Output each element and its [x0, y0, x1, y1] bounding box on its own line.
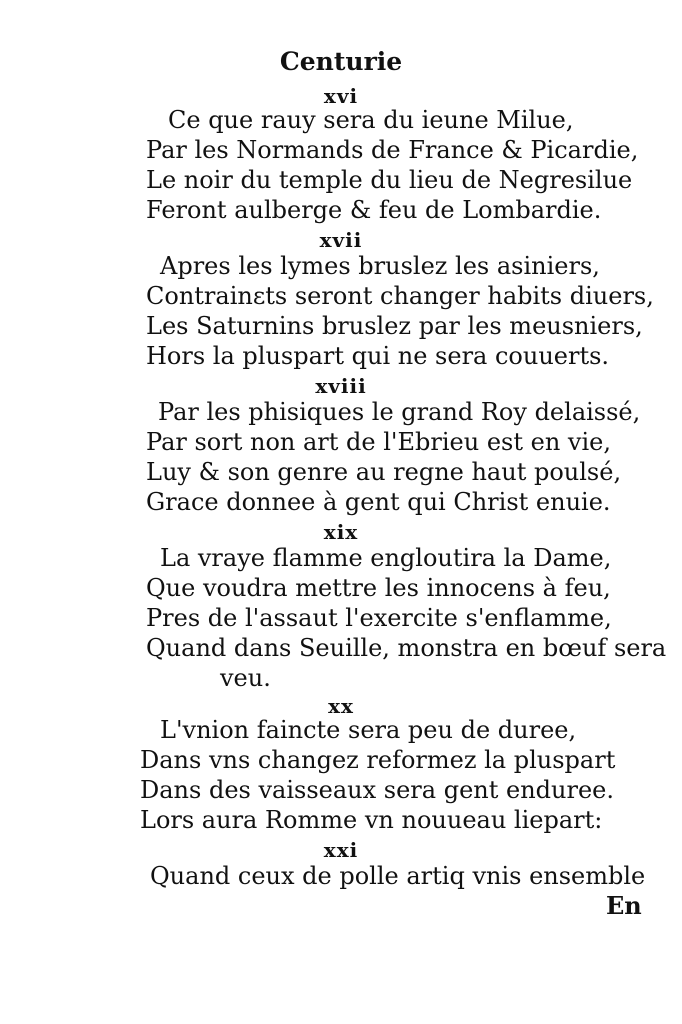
verse-line: Luy & son genre au regne haut poulsé,	[146, 458, 622, 486]
verse-line: Quand dans Seuille, monstra en bœuf sera	[146, 634, 667, 662]
verse-line: Apres les lymes bruslez les asiniers,	[160, 252, 600, 280]
verse-line: Par les phisiques le grand Roy delaissé,	[158, 398, 641, 426]
verse-line: Par sort non art de l'Ebrieu est en vie,	[146, 428, 611, 456]
verse-line: Lors aura Romme vn nouueau liepart:	[140, 806, 603, 834]
verse-line: Le noir du temple du lieu de Negresilue	[146, 166, 633, 194]
quatrain-number: xvii	[319, 228, 363, 252]
verse-line: Ce que rauy sera du ieune Milue,	[168, 106, 574, 134]
quatrain-number: xvi	[323, 84, 359, 108]
catchword: En	[606, 891, 642, 920]
verse-line: Les Saturnins bruslez par les meusniers,	[146, 312, 643, 340]
verse-line: Dans des vaisseaux sera gent enduree.	[140, 776, 614, 804]
verse-line: Que voudra mettre les innocens à feu,	[146, 574, 611, 602]
verse-line: Contrainɛts seront changer habits diuers,	[146, 282, 654, 310]
verse-line: veu.	[220, 664, 271, 692]
verse-line: Hors la pluspart qui ne sera couuerts.	[146, 342, 610, 370]
verse-line: Pres de l'assaut l'exercite s'enflamme,	[146, 604, 612, 632]
verse-line: Grace donnee à gent qui Christ enuie.	[146, 488, 611, 516]
verse-line: La vraye flamme engloutira la Dame,	[160, 544, 612, 572]
verse-line: L'vnion faincte sera peu de duree,	[160, 716, 577, 744]
verse-line: Dans vns changez reformez la pluspart	[140, 746, 616, 774]
verse-line: Par les Normands de France & Picardie,	[146, 136, 639, 164]
page-header: Centurie	[279, 47, 403, 76]
quatrain-number: xviii	[315, 374, 367, 398]
verse-line: Quand ceux de polle artiq vnis ensemble	[150, 862, 646, 890]
quatrain-number: xxi	[323, 838, 359, 862]
quatrain-number: xx	[328, 694, 354, 718]
verse-line: Feront aulberge & feu de Lombardie.	[146, 196, 602, 224]
quatrain-number: xix	[323, 520, 359, 544]
